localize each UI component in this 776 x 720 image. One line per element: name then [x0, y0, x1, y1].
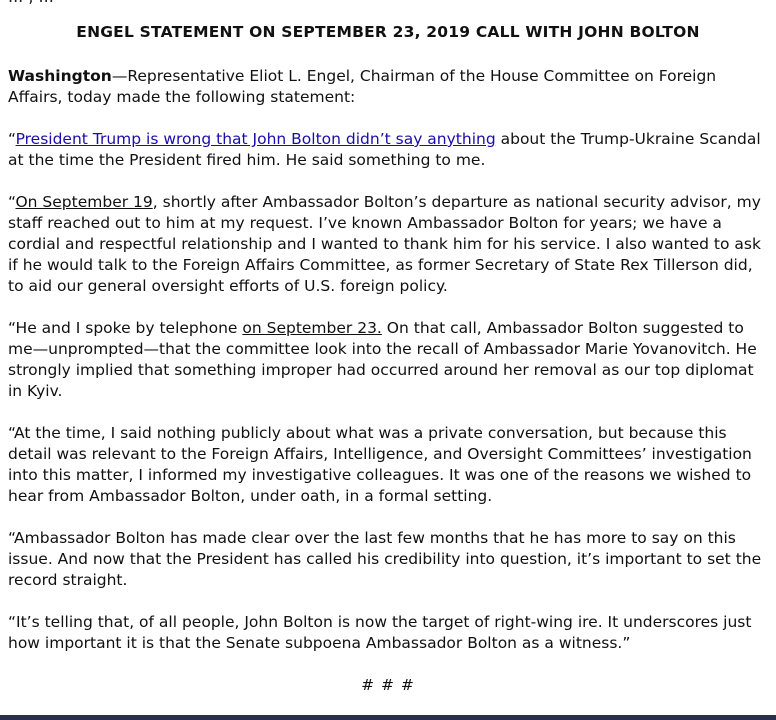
paragraph-1	[8, 129, 772, 171]
trump-wrong-link[interactable]: President Trump is wrong that John Bolton didn’t say anything	[15, 130, 496, 148]
paragraph-3	[8, 318, 772, 402]
cropped-top-text	[8, 0, 54, 7]
bottom-border	[0, 715, 776, 720]
intro-text: —Representative Eliot L. Engel, Chairman of the House Committee on Foreign Affairs, today made the following statement:	[8, 67, 717, 106]
dateline: Washington	[8, 67, 112, 85]
paragraph-1-text: about the Trump-Ukraine Scandal at the time the President fired him. He said something to me.	[8, 130, 761, 169]
paragraph-3-text: On that call, Ambassador Bolton suggested to me—unprompted—that the committee look into the recall of Ambassador Marie Yovanovitch. He strongly implied that something improper had occurred around her removal as our top diplomat in Kyiv.	[8, 319, 757, 400]
open-quote: “	[8, 130, 16, 148]
open-quote: “	[8, 193, 16, 211]
september-19-link[interactable]: On September 19	[15, 193, 153, 211]
paragraph-3-lead: “He and I spoke by telephone	[8, 319, 243, 337]
september-23-link[interactable]: on September 23.	[242, 319, 382, 337]
intro-paragraph	[8, 66, 772, 108]
paragraph-5: “Ambassador Bolton has made clear over the last few months that he has more to say on this issue. And now that the President has called his credibility into question, it’s important to set the record straight.	[8, 529, 762, 589]
paragraph-2	[8, 192, 772, 297]
paragraph-6: “It’s telling that, of all people, John Bolton is now the target of right-wing ire. It underscores just how important it is that the Senate subpoena Ambassador Bolton as a witness.”	[8, 613, 752, 652]
end-mark: # # #	[361, 676, 415, 694]
paragraph-2-text: , shortly after Ambassador Bolton’s departure as national security advisor, my staff reached out to him at my request. I’ve known Ambassador Bolton for years; we have a cordial and respectful relationship and I wanted to thank him for his service. I also wanted to ask if he would talk to the Foreign Affairs Committee, as former Secretary of State Rex Tillerson did, to aid our general oversight efforts of U.S. foreign policy.	[8, 193, 761, 295]
statement-body	[8, 66, 772, 675]
page-title: ENGEL STATEMENT ON SEPTEMBER 23, 2019 CALL WITH JOHN BOLTON	[76, 23, 700, 41]
paragraph-4: “At the time, I said nothing publicly about what was a private conversation, but because this detail was relevant to the Foreign Affairs, Intelligence, and Oversight Committees’ investigation into this matter, I informed my investigative colleagues. It was one of the reasons we wished to hear from Ambassador Bolton, under oath, in a formal setting.	[8, 424, 752, 505]
